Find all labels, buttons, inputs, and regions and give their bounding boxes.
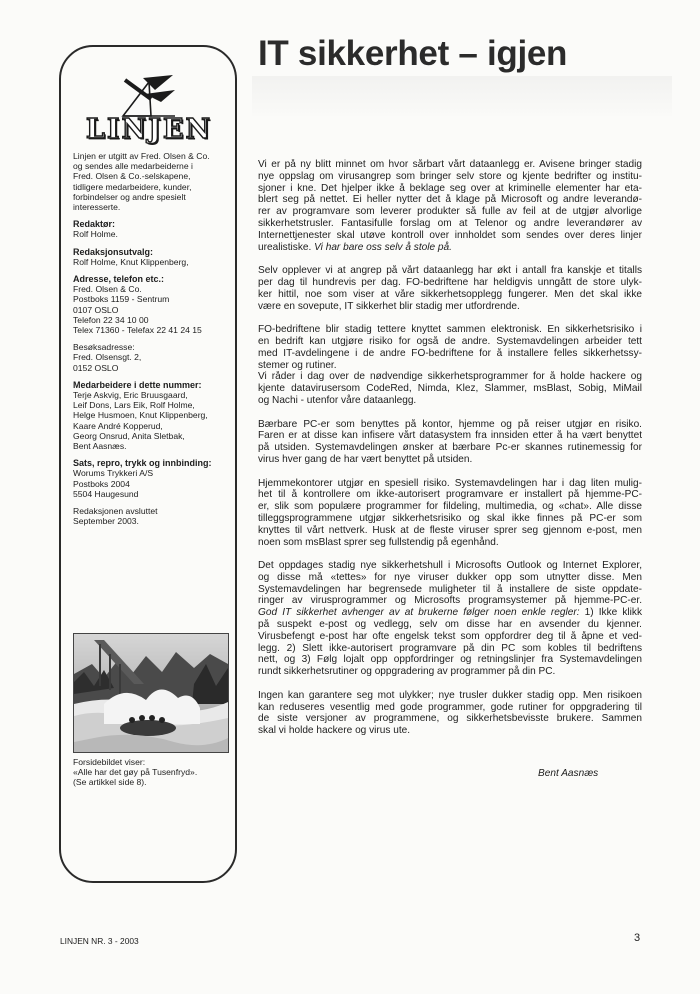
intro-text: Linjen er utgitt av Fred. Olsen & Co. og sendes alle medarbeiderne i Fred. Olsen & Co.-selskapene, tidligere medarbeidere, kunder, forbindelser og andre spesielt interesserte. — [73, 151, 210, 213]
paragraph-8: Ingen kan garantere seg mot ulykker; nye trusler dukker stadig opp. Men risikoen kan reduseres vesentlig med gode programmer, gode rutiner for oppgradering til de siste versjoner av programmene, og sikkerhetsbevisste brukere. Sammen skal vi holde hackere og virus ute. — [258, 689, 642, 737]
article-body — [258, 159, 642, 749]
print-block: Sats, repro, trykk og innbinding: Worums Trykkeri A/S Postboks 2004 5504 Haugesund — [73, 458, 233, 499]
cover-photo-rafting — [73, 633, 229, 753]
paragraph-7: Det oppdages stadig nye sikkerhetshull i Microsofts Outlook og Internet Explorer, og disse må «tettes» for nye viruser dukker opp som utnytter disse. Men Systemavdelingen har begrensede muligheter til å installere de siste oppdate- ringer av virusprogrammer og Microsofts programsystemer på hjemme-PC-er. God IT sikkerhet avhenger av at brukerne følger noen enkle regler: 1) Ikke klikk på suspekt e-post og vedlegg, selv om disse har en avsender du kjenner. Virusbefengt e-post har ofte engelsk tekst som oppfordrer deg til å åpne et ved- legg. 2) Slett ikke-autorisert programvare på din PC som kobles til bedriftens nett, og 3) Følg lojalt opp oppfordringer og retningslinjer fra Systemavdelingen rundt sikkerhetsrutiner og oppgradering av programmer på din PC. — [258, 560, 642, 678]
masthead-panel — [59, 45, 237, 883]
paragraph-1: Vi er på ny blitt minnet om hvor sårbart vårt dataanlegg er. Avisene bringer stadig nye oppslag om virusangrep som bringer selv store og kjente bedrifter og institu- sjoner i kne. Det hjelper ikke å beklage seg over at kriminelle elementer har eta- blert seg på nettet. Ei heller nytter det å klage på Microsoft og andre leverandø- rer av programvare som leverer produkter så fulle av feil at de utgjør alvorlige sikkerhetstrusler. Fantasifulle forslag om at Telenor og andre leverandører av Internettjenester skal utøve kontroll over innholdet som sendes over deres linjer urealistiske. Vi har bare oss selv å stole på. — [258, 159, 642, 253]
paragraph-3: FO-bedriftene blir stadig tettere knyttet sammen elektronisk. En sikkerhetsrisiko i en bedrift kan utgjøre risiko for også de andre. Systemavdelingen arbeider tett med IT-avdelingene i de andre FO-bedriftene for å installere felles sikkerhetssy- stemer og rutiner. — [258, 324, 642, 371]
masthead-logo-text: LINJEN — [85, 114, 213, 145]
address-block: Adresse, telefon etc.: Fred. Olsen & Co. Postboks 1159 - Sentrum 0107 OSLO Telefon 22 34 10 00 Telex 71360 - Telefax 22 41 24 15 — [73, 274, 233, 335]
linjen-flag-logo-icon — [121, 72, 177, 118]
page-number: 3 — [634, 932, 641, 944]
editor-block: Redaktør: Rolf Holme. — [73, 219, 233, 239]
contributors-block: Medarbeidere i dette nummer: Terje Askvig, Eric Bruusgaard, Leif Dons, Lars Eik, Rolf Holme, Helge Husmoen, Knut Klippenberg, Kaare André Kopperud, Georg Onsrud, Anita Sletbak, Bent Aasnæs. — [73, 380, 233, 451]
author-signature: Bent Aasnæs — [538, 768, 599, 779]
visit-address-block: Besøksadresse: Fred. Olsensgt. 2, 0152 OSLO — [73, 342, 142, 373]
closed-block: Redaksjonen avsluttet September 2003. — [73, 506, 158, 527]
rules-emphasis: God IT sikkerhet avhenger av at brukerne følger noen enkle regler: — [258, 607, 580, 619]
paragraph-2: Selv opplever vi at angrep på vårt dataanlegg har økt i antall fra kanskje et titalls per dag til hundrevis per dag. FO-bedriftene har heldigvis unngått de store ulyk- ker hittil, noe som viser at våre sikkerhetsopplegg fungerer. Men det skal ikke være en sovepute, IT sikkerhet blir stadig mer utfordrende. — [258, 265, 642, 312]
contributors-heading: Medarbeidere i dette nummer: — [73, 379, 202, 390]
emphasis-text: Vi har bare oss selv å stole på. — [314, 241, 452, 253]
paragraph-6: Hjemmekontorer utgjør en spesiell risiko. Systemavdelingen har i dag liten mulig- het til å kontrollere om ikke-autorisert programvare er installert på hjemme-PC- er, slik som populære programmer for fildeling, multimedia, og «chat». Alle disse tilleggsprogrammene utgjør sikkerhetsrisiko og skal ikke finnes på PC-er som knyttes til vårt nettverk. Husk at de fleste viruser sprer seg gjennom e-post, men noen som msBlast sprer seg fullstendig på egenhånd. — [258, 477, 642, 548]
committee-heading: Redaksjonsutvalg: — [73, 246, 154, 257]
committee-block: Redaksjonsutvalg: Rolf Holme, Knut Klippenberg, — [73, 247, 233, 267]
title-show-through — [252, 76, 672, 116]
issue-footer: LINJEN NR. 3 - 2003 — [60, 936, 139, 946]
address-heading: Adresse, telefon etc.: — [73, 274, 165, 285]
print-heading: Sats, repro, trykk og innbinding: — [73, 458, 212, 469]
masthead-info — [73, 151, 233, 534]
paragraph-4: Vi råder i dag over de nødvendige sikkerhetsprogrammer for å holde hackere og kjente datavirusersom CodeRed, Nimda, Klez, Slammer, msBlast, Sobig, MiMail og Nachi - utenfor våre dataanlegg. — [258, 371, 642, 406]
cover-caption: Forsidebildet viser: «Alle har det gøy på Tusenfryd». (Se artikkel side 8). — [73, 757, 198, 788]
article-title: IT sikkerhet – igjen — [258, 34, 568, 73]
editor-heading: Redaktør: — [73, 219, 116, 230]
paragraph-5: Bærbare PC-er som benyttes på kontor, hjemme og på reiser utgjør en risiko. Faren er at disse kan infisere vårt datasystem fra innsiden etter å ha vært benyttet på utsiden. Systemavdelingen ønsker at bærbare Pc-er skannes rutinemessig for virus hver gang de har vært benyttet på utsiden. — [258, 418, 642, 465]
